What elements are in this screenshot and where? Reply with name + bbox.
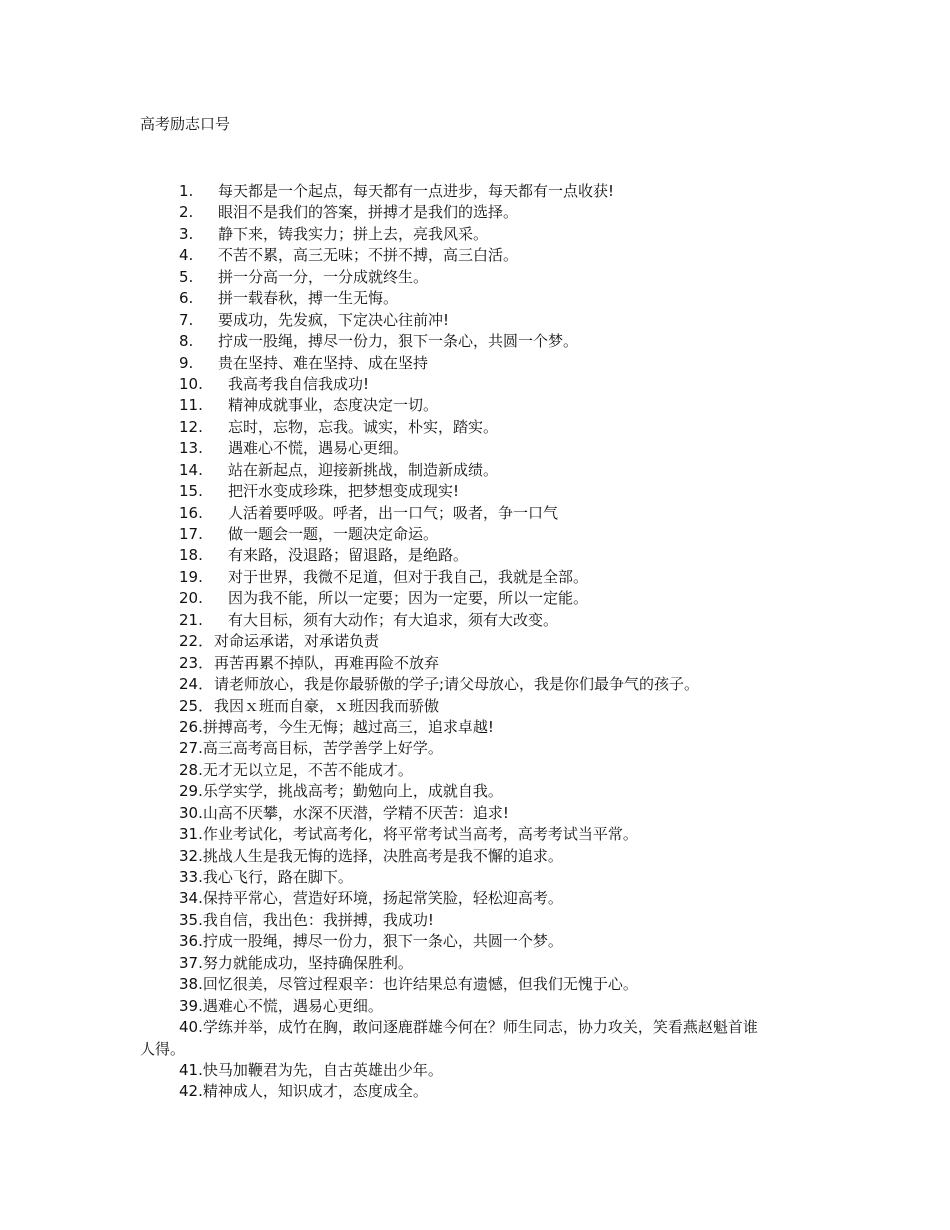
list-item: [0, 545, 950, 566]
item-text: 37.努力就能成功，坚持确保胜利。: [179, 953, 413, 972]
list-item: [0, 931, 950, 952]
item-text: 有大目标，须有大动作；有大追求，须有大改变。: [228, 610, 559, 629]
item-number: 1.: [179, 182, 194, 200]
list-item: [0, 953, 950, 974]
item-number: 13.: [179, 439, 203, 458]
item-text: 41.快马加鞭君为先，自古英雄出少年。: [179, 1060, 443, 1079]
list-item: [0, 310, 950, 331]
list-item: [0, 846, 950, 867]
list-item: [0, 481, 950, 502]
item-number: 12.: [179, 417, 203, 436]
item-text: 眼泪不是我们的答案，拼搏才是我们的选择。: [218, 203, 519, 222]
list-item: [0, 910, 950, 931]
list-item: [0, 288, 950, 309]
item-number: 15.: [179, 482, 203, 501]
item-number: 9.: [179, 353, 194, 372]
list-item: [0, 224, 950, 245]
item-text: 不苦不累，高三无味；不拼不搏，高三白活。: [218, 246, 519, 265]
item-number: 16.: [179, 503, 203, 522]
list-item: [0, 588, 950, 609]
list-item: [0, 267, 950, 288]
list-item: [0, 803, 950, 824]
list-item: [0, 524, 950, 545]
item-text: 对命运承诺，对承诺负责: [214, 632, 380, 651]
item-text: 39.遇难心不慌，遇易心更细。: [179, 996, 383, 1015]
item-text: 有来路，没退路；留退路，是绝路。: [228, 546, 469, 565]
list-item: [0, 738, 950, 759]
list-item: [0, 781, 950, 802]
list-item: [0, 1017, 950, 1060]
item-text: 每天都是一个起点，每天都有一点进步，每天都有一点收获!: [218, 182, 615, 200]
item-number: 14.: [179, 460, 203, 479]
item-text: 38.回忆很美，尽管过程艰辛：也许结果总有遗憾，但我们无愧于心。: [179, 975, 638, 994]
list-item: [0, 245, 950, 266]
item-number: 6.: [179, 289, 194, 308]
list-item: [0, 631, 950, 652]
item-text: 36.拧成一股绳，搏尽一份力，狠下一条心，共圆一个梦。: [179, 932, 563, 951]
item-text: 33.我心飞行，路在脚下。: [179, 868, 353, 886]
item-text: 再苦再累不掉队，再难再险不放弃: [214, 653, 440, 672]
list-item: [0, 567, 950, 588]
list-item: [0, 331, 950, 352]
item-text: 31.作业考试化，考试高考化，将平常考试当高考，高考考试当平常。: [179, 825, 638, 844]
item-text: 静下来，铸我实力；拼上去，亮我风采。: [218, 224, 489, 243]
item-text: 站在新起点，迎接新挑战，制造新成绩。: [228, 460, 499, 479]
item-number: 17.: [179, 525, 203, 543]
item-text: 29.乐学实学，挑战高考；勤勉向上，成就自我。: [179, 782, 503, 801]
list-item: [0, 417, 950, 438]
item-text: 30.山高不厌攀，水深不厌潜，学精不厌苦：追求!: [179, 803, 509, 822]
item-text: 遇难心不慌，遇易心更细。: [228, 439, 409, 458]
list-item: [0, 610, 950, 631]
slogan-list: [0, 181, 950, 1103]
item-text: 27.高三高考高目标，苦学善学上好学。: [179, 739, 443, 758]
list-item: [0, 824, 950, 845]
item-text: 请老师放心，我是你最骄傲的学子;请父母放心，我是你们最争气的孩子。: [214, 675, 700, 694]
document-title: 高考励志口号: [140, 115, 231, 133]
item-text: 26.拼搏高考，今生无悔；越过高三，追求卓越!: [179, 717, 494, 736]
item-number: 21.: [179, 610, 203, 629]
item-text: 因为我不能，所以一定要；因为一定要，所以一定能。: [228, 589, 589, 608]
item-text: 28.无才无以立足，不苦不能成才。: [179, 760, 413, 779]
item-number: 3.: [179, 224, 194, 243]
list-item: [0, 395, 950, 416]
item-text: 32.挑战人生是我无悔的选择，决胜高考是我不懈的追求。: [179, 846, 563, 865]
item-text: 我高考我自信我成功!: [228, 374, 370, 393]
item-text: 精神成就事业，态度决定一切。: [228, 396, 439, 415]
item-text: 40.学练并举，成竹在胸，敢问逐鹿群雄今何在？师生同志，协力攻关，笑看燕赵魁首谁: [179, 1018, 758, 1037]
item-number: 5.: [179, 267, 194, 286]
list-item: [0, 503, 950, 524]
item-text: 35.我自信，我出色：我拼搏，我成功!: [179, 910, 434, 929]
list-item: [0, 888, 950, 909]
item-text: 做一题会一题，一题决定命运。: [228, 525, 439, 543]
list-item: [0, 653, 950, 674]
item-text: 贵在坚持、难在坚持、成在坚持: [218, 353, 429, 372]
list-item: [0, 996, 950, 1017]
item-text: 人活着要呼吸。呼者，出一口气；吸者，争一口气: [228, 503, 559, 522]
item-number: 11.: [179, 396, 203, 415]
list-item: [0, 374, 950, 395]
item-number: 24．: [179, 675, 214, 694]
list-item: [0, 438, 950, 459]
item-text: 拼一分高一分，一分成就终生。: [218, 267, 429, 286]
item-number: 2.: [179, 203, 194, 222]
item-text: 忘时，忘物，忘我。诚实，朴实，踏实。: [228, 417, 499, 436]
item-text: 42.精神成人，知识成才，态度成全。: [179, 1082, 428, 1101]
list-item: [0, 867, 950, 888]
item-text: 对于世界，我微不足道，但对于我自己，我就是全部。: [228, 567, 589, 586]
item-text-continued: 人得。: [140, 1039, 186, 1058]
item-number: 7.: [179, 310, 194, 329]
item-number: 20.: [179, 589, 203, 608]
list-item: [0, 1081, 950, 1102]
item-text: 拧成一股绳，搏尽一份力，狠下一条心，共圆一个梦。: [218, 332, 579, 351]
list-item: [0, 760, 950, 781]
item-text: 要成功，先发疯，下定决心往前冲!: [218, 310, 450, 329]
item-number: 4.: [179, 246, 194, 265]
list-item: [0, 353, 950, 374]
list-item: [0, 717, 950, 738]
item-number: 22．: [179, 632, 214, 651]
list-item: [0, 674, 950, 695]
item-number: 10.: [179, 374, 203, 393]
item-number: 19.: [179, 567, 203, 586]
item-number: 18.: [179, 546, 203, 565]
item-number: 25．: [179, 696, 214, 715]
list-item: [0, 202, 950, 223]
item-number: 8.: [179, 332, 194, 351]
list-item: [0, 696, 950, 717]
item-text: 我因ｘ班而自豪，ｘ班因我而骄傲: [214, 696, 440, 715]
list-item: [0, 974, 950, 995]
item-text: 把汗水变成珍珠，把梦想变成现实!: [228, 482, 460, 501]
list-item: [0, 181, 950, 202]
list-item: [0, 1060, 950, 1081]
item-text: 拼一载春秋，搏一生无悔。: [218, 289, 399, 308]
item-text: 34.保持平常心，营造好环境，扬起常笑脸，轻松迎高考。: [179, 889, 563, 908]
list-item: [0, 460, 950, 481]
item-number: 23．: [179, 653, 214, 672]
